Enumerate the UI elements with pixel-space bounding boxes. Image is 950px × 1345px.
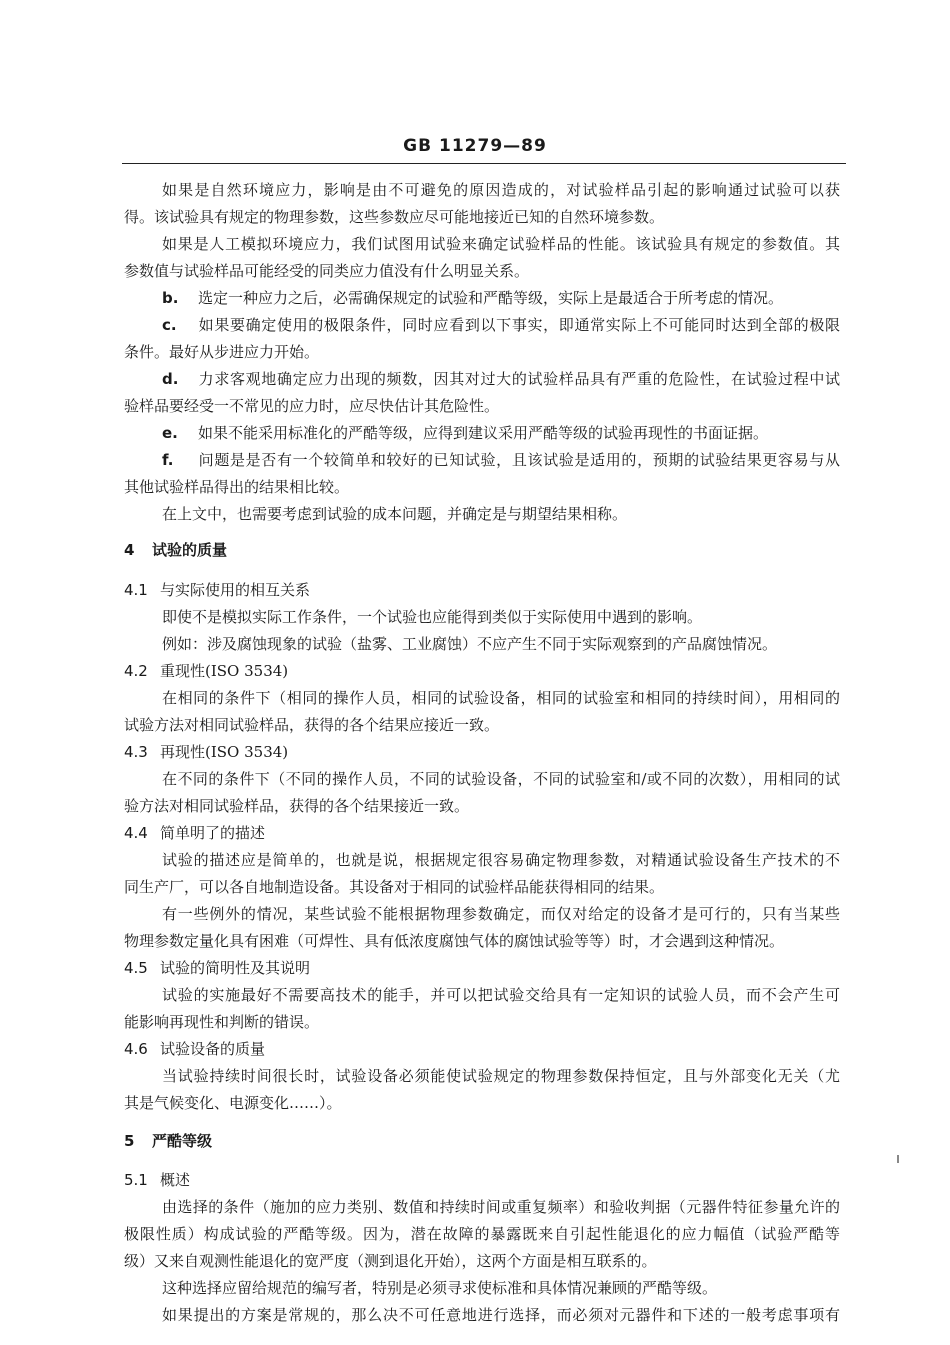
list-text: 如果要确定使用的极限条件，同时应看到以下事实，即通常实际上不可能同时达到全部的极限	[198, 316, 840, 334]
subsection-number: 4.3	[124, 743, 148, 761]
list-marker: b.	[162, 289, 179, 307]
subsection-heading-4-5	[124, 958, 624, 978]
paragraph-line: 例如：涉及腐蚀现象的试验（盐雾、工业腐蚀）不应产生不同于实际观察到的产品腐蚀情况。	[162, 635, 778, 653]
list-text: 如果不能采用标准化的严酷等级，应得到建议采用严酷等级的试验再现性的书面证据。	[198, 424, 769, 442]
paragraph-line: 得。该试验具有规定的物理参数，这些参数应尽可能地接近已知的自然环境参数。	[124, 208, 665, 226]
paragraph-line: 如果是人工模拟环境应力，我们试图用试验来确定试验样品的性能。该试验具有规定的参数值。其	[162, 235, 840, 253]
paragraph-line: 如果是自然环境应力，影响是由不可避免的原因造成的，对试验样品引起的影响通过试验可以获	[162, 181, 840, 199]
paragraph-line: 其是气候变化、电源变化……）。	[124, 1094, 342, 1112]
list-item-b	[162, 288, 840, 308]
section-heading-4	[124, 540, 524, 560]
paragraph-line: 参数值与试验样品可能经受的同类应力值没有什么明显关系。	[124, 262, 530, 280]
document-header: GB 11279—89	[403, 136, 547, 156]
list-item-e	[162, 423, 840, 443]
subsection-number: 4.5	[124, 959, 148, 977]
paragraph-line: 条件。最好从步进应力开始。	[124, 343, 320, 361]
list-marker: c.	[162, 316, 177, 334]
paragraph-line: 极限性质）构成试验的严酷等级。因为，潜在故障的暴露既来自引起性能退化的应力幅值（试验严酷等	[124, 1225, 840, 1243]
paragraph-line: 有一些例外的情况，某些试验不能根据物理参数确定，而仅对给定的设备才是可行的，只有当某些	[162, 905, 840, 923]
section-heading-5	[124, 1131, 524, 1151]
subsection-number: 4.6	[124, 1040, 148, 1058]
subsection-number: 4.4	[124, 824, 148, 842]
subsection-number: 4.1	[124, 581, 148, 599]
subsection-title: 试验设备的质量	[160, 1040, 266, 1058]
subsection-heading-5-1	[124, 1170, 624, 1190]
header-divider	[122, 163, 846, 164]
list-marker: f.	[162, 451, 174, 469]
paragraph-line: 由选择的条件（施加的应力类别、数值和持续时间或重复频率）和验收判据（元器件特征参量允许的	[162, 1198, 840, 1216]
section-number: 5	[124, 1132, 135, 1150]
section-title: 试验的质量	[152, 541, 228, 559]
paragraph-line: 验方法对相同试验样品，获得的各个结果接近一致。	[124, 797, 470, 815]
subsection-title: 试验的简明性及其说明	[160, 959, 311, 977]
paragraph-line: 在相同的条件下（相同的操作人员，相同的试验设备，相同的试验室和相同的持续时间），用相同的	[162, 689, 840, 707]
list-text: 问题是是否有一个较简单和较好的已知试验，且该试验是适用的，预期的试验结果更容易与从	[198, 451, 840, 469]
list-marker: e.	[162, 424, 178, 442]
paragraph-line: 这种选择应留给规范的编写者，特别是必须寻求使标准和具体情况兼顾的严酷等级。	[162, 1279, 718, 1297]
subsection-heading-4-1	[124, 580, 624, 600]
paragraph-line: 试验的描述应是简单的，也就是说，根据规定很容易确定物理参数，对精通试验设备生产技术的不	[162, 851, 840, 869]
subsection-title: 概述	[160, 1171, 191, 1189]
paragraph-line: 当试验持续时间很长时，试验设备必须能使试验规定的物理参数保持恒定，且与外部变化无关（尤	[162, 1067, 840, 1085]
paragraph-line: 试验的实施最好不需要高技术的能手，并可以把试验交给具有一定知识的试验人员，而不会产生可	[162, 986, 840, 1004]
list-text: 选定一种应力之后，必需确保规定的试验和严酷等级，实际上是最适合于所考虑的情况。	[198, 289, 784, 307]
subsection-title: 重现性(ISO 3534)	[160, 662, 289, 680]
subsection-title: 简单明了的描述	[160, 824, 266, 842]
paragraph-line: 如果提出的方案是常规的，那么决不可任意地进行选择，而必须对元器件和下述的一般考虑事项有	[162, 1306, 840, 1324]
paragraph-line: 同生产厂，可以各自地制造设备。其设备对于相同的试验样品能获得相同的结果。	[124, 878, 665, 896]
list-item-d	[162, 369, 840, 389]
list-item-c	[162, 315, 840, 335]
list-marker: d.	[162, 370, 179, 388]
list-text: 力求客观地确定应力出现的频数，因其对过大的试验样品具有严重的危险性，在试验过程中试	[198, 370, 840, 388]
subsection-heading-4-3	[124, 742, 624, 762]
section-number: 4	[124, 541, 135, 559]
subsection-heading-4-2	[124, 661, 624, 681]
scan-speck	[897, 1155, 899, 1163]
subsection-title: 与实际使用的相互关系	[160, 581, 311, 599]
paragraph-line: 其他试验样品得出的结果相比较。	[124, 478, 350, 496]
paragraph-line: 物理参数定量化具有困难（可焊性、具有低浓度腐蚀气体的腐蚀试验等等）时，才会遇到这种情况。	[124, 932, 785, 950]
paragraph-line: 即使不是模拟实际工作条件，一个试验也应能得到类似于实际使用中遇到的影响。	[162, 608, 703, 626]
subsection-number: 4.2	[124, 662, 148, 680]
list-item-f	[162, 450, 840, 470]
subsection-heading-4-4	[124, 823, 624, 843]
paragraph-line: 级）又来自观测性能退化的宽严度（测到退化开始），这两个方面是相互联系的。	[124, 1252, 657, 1270]
subsection-heading-4-6	[124, 1039, 624, 1059]
subsection-title: 再现性(ISO 3534)	[160, 743, 289, 761]
paragraph-line: 试验方法对相同试验样品，获得的各个结果应接近一致。	[124, 716, 500, 734]
paragraph-line: 验样品要经受一不常见的应力时，应尽快估计其危险性。	[124, 397, 500, 415]
subsection-number: 5.1	[124, 1171, 148, 1189]
paragraph-line: 能影响再现性和判断的错误。	[124, 1013, 320, 1031]
paragraph-line: 在不同的条件下（不同的操作人员，不同的试验设备，不同的试验室和/或不同的次数），用相同的试	[162, 770, 840, 788]
section-title: 严酷等级	[152, 1132, 213, 1150]
paragraph-line: 在上文中，也需要考虑到试验的成本问题，并确定是与期望结果相称。	[162, 505, 628, 523]
